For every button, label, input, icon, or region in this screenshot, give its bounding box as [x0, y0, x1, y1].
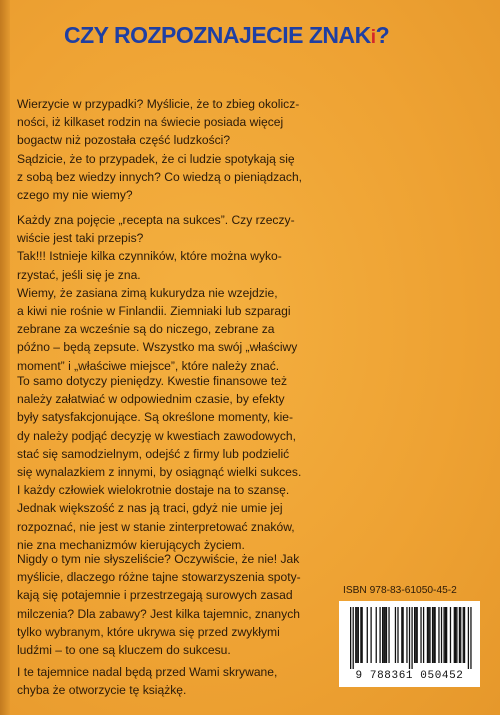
ean13-barcode-icon	[345, 607, 474, 669]
text-line: bogactw niż pozostała część ludzkości?	[17, 133, 231, 148]
text-line: myślicie, dlaczego różne tajne stowarzyszenia spoty-	[17, 570, 301, 585]
title-accent-letter: i	[370, 27, 376, 48]
barcode-bar	[362, 607, 363, 663]
barcode-bar	[353, 607, 354, 669]
barcode-bar	[382, 607, 383, 663]
text-line: późno – będą zepsute. Wszystko ma swój „właściwy	[17, 340, 298, 355]
barcode-bar	[470, 607, 471, 669]
barcode-bar	[464, 607, 465, 663]
text-line: kają się potajemnie i przestrzegają surowych zasad	[17, 588, 293, 603]
barcode-bar	[463, 607, 464, 663]
text-line: z sobą bez wiedzy innych? Co wiedzą o pieniądzach,	[17, 169, 303, 184]
paragraph-2	[17, 211, 327, 375]
barcode-bar	[385, 607, 386, 663]
barcode-bar	[432, 607, 433, 663]
barcode-bar	[386, 607, 387, 663]
page-title	[64, 22, 389, 49]
text-line: Sądzicie, że to przypadek, że ci ludzie spotykają się	[17, 151, 295, 166]
barcode-digits: 9 788361 050452	[355, 670, 464, 682]
barcode-bar	[388, 607, 389, 663]
text-line: milczenia? Dla zabawy? Jest kilka tajemnic, znanych	[17, 606, 300, 621]
text-line: ludźmi – to one są kluczem do sukcesu.	[17, 643, 231, 658]
barcode-bar	[350, 607, 351, 669]
barcode-bar	[441, 607, 442, 663]
barcode-bar	[358, 607, 359, 663]
barcode-bar	[427, 607, 428, 663]
paragraph-1	[17, 95, 327, 204]
barcode-bar	[468, 607, 469, 669]
barcode-bar	[445, 607, 446, 663]
text-line: Nigdy o tym nie słyszeliście? Oczywiście, że nie! Jak	[17, 552, 300, 566]
barcode-bar	[443, 607, 444, 663]
barcode-panel	[339, 601, 480, 687]
text-line: I każdy człowiek wielokrotnie dostaje na to szansę.	[17, 483, 290, 498]
barcode-bar	[395, 607, 396, 663]
text-line: Jednak większość z nas ją traci, gdyż nie umie jej	[17, 501, 283, 516]
barcode-bar	[360, 607, 361, 663]
barcode-bar	[450, 607, 451, 663]
barcode-bar	[460, 607, 461, 663]
text-line: Wiemy, że zasiana zimą kukurydza nie wzejdzie,	[17, 285, 278, 300]
barcode-bar	[434, 607, 435, 663]
barcode-bar	[428, 607, 429, 663]
text-line: wiście jest taki przepis?	[17, 231, 144, 246]
paragraph-5	[17, 663, 327, 699]
barcode-bar	[397, 607, 398, 663]
barcode-bar	[379, 607, 380, 663]
text-line: rozpoznać, nie jest w stanie zinterpretować znaków,	[17, 519, 295, 534]
paragraph-4	[17, 550, 327, 659]
isbn-label: ISBN 978-83-61050-45-2	[343, 585, 457, 596]
barcode-bar	[455, 607, 456, 663]
text-line: nie zna mechanizmów kierujących życiem.	[17, 537, 245, 552]
barcode-bar	[406, 607, 407, 663]
barcode-bar	[355, 607, 356, 663]
text-line: tylko wybranym, które ukrywa się przed zwykłymi	[17, 624, 280, 639]
text-line: Tak!!! Istnieje kilka czynników, które można wyko-	[17, 249, 282, 264]
text-line: należy załatwiać w odpowiednim czasie, by efekty	[17, 392, 285, 407]
barcode-bar	[402, 607, 403, 663]
barcode-bar	[456, 607, 457, 663]
barcode-bar	[446, 607, 447, 663]
barcode-bar	[376, 607, 377, 663]
text-line: a kiwi nie rośnie w Finlandii. Ziemniaki lub szparagi	[17, 304, 291, 319]
text-line: moment” i „właściwe miejsce”, które należy znać.	[17, 358, 280, 373]
text-line: I te tajemnice nadal będą przed Wami skrywane,	[17, 665, 278, 679]
barcode-bar	[459, 607, 460, 663]
text-line: stać się samodzielnym, odejść z firmy lub podzielić	[17, 446, 290, 461]
barcode-bar	[415, 607, 416, 663]
barcode-bar	[423, 607, 424, 663]
text-line: się wynalazkiem z innymi, by osiągnąć wielki sukces.	[17, 465, 302, 480]
spine-edge	[0, 0, 10, 715]
barcode-bar	[417, 607, 418, 663]
text-line: Każdy zna pojęcie „recepta na sukces”. Czy rzeczy-	[17, 213, 295, 227]
barcode-bar	[409, 607, 410, 669]
text-line: ności, iż kilkaset rodzin na świecie posiada więcej	[17, 115, 284, 130]
barcode-bar	[414, 607, 415, 663]
barcode-bar	[433, 607, 434, 663]
paragraph-3	[17, 372, 327, 554]
barcode-bar	[367, 607, 368, 663]
text-line: dy należy podjąć decyzję w kwestiach zawodowych,	[17, 428, 296, 443]
text-line: Wierzycie w przypadki? Myślicie, że to zbieg okolicz-	[17, 97, 300, 111]
barcode-bar	[356, 607, 357, 663]
title-main: CZY ROZPOZNAJECIE ZNAK	[64, 22, 371, 48]
barcode-bar	[429, 607, 430, 663]
text-line: chyba że otworzycie tę książkę.	[17, 683, 187, 698]
barcode-bar	[454, 607, 455, 663]
text-line: były satysfakcjonujące. Są określone momenty, kie-	[17, 410, 294, 425]
text-line: rzystać, jeśli się je zna.	[17, 267, 141, 282]
text-line: czego my nie wiemy?	[17, 188, 133, 203]
barcode-bar	[420, 607, 421, 663]
barcode-bar	[401, 607, 402, 663]
title-question-mark: ?	[375, 22, 390, 48]
barcode-bar	[438, 607, 439, 663]
text-line: zebrane za wcześnie są do niczego, zebrane za	[17, 322, 275, 337]
barcode-bar	[383, 607, 384, 663]
text-line: To samo dotyczy pieniędzy. Kwestie finansowe też	[17, 374, 288, 388]
barcode-bar	[370, 607, 371, 663]
barcode-bar	[411, 607, 412, 669]
